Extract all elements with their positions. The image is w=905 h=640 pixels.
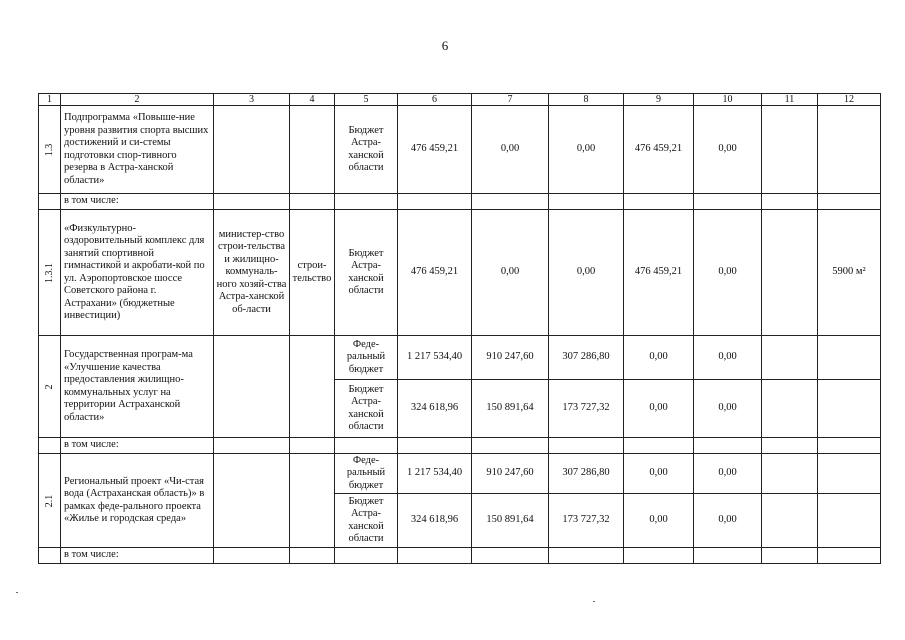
value-cell: 1 217 534,40	[398, 336, 472, 380]
value-cell: 0,00	[624, 454, 694, 494]
capacity-value: 5900 м²	[818, 210, 881, 336]
value-cell	[762, 106, 818, 194]
header-cell: 9	[624, 94, 694, 106]
value-cell	[762, 494, 818, 548]
including-label: в том числе:	[61, 194, 214, 210]
value-cell: 0,00	[549, 210, 624, 336]
value-cell: 0,00	[472, 106, 549, 194]
header-cell: 11	[762, 94, 818, 106]
value-cell: 324 618,96	[398, 380, 472, 438]
value-cell: 150 891,64	[472, 494, 549, 548]
type-cell	[290, 454, 335, 548]
responsible-executor: министер-ство строи-тельства и жилищно-коммуналь-ного хозяй-ства Астра-ханской об-ласти	[214, 210, 290, 336]
value-cell: 0,00	[694, 380, 762, 438]
value-cell: 476 459,21	[624, 210, 694, 336]
value-cell	[762, 454, 818, 494]
including-label: в том числе:	[61, 548, 214, 564]
header-cell: 10	[694, 94, 762, 106]
value-cell: 0,00	[694, 494, 762, 548]
funding-source: Бюджет Астра-ханской области	[335, 106, 398, 194]
value-cell	[818, 494, 881, 548]
row-index-cell	[39, 336, 61, 438]
value-cell	[818, 380, 881, 438]
row-index: 2.1	[43, 494, 55, 507]
row-index-cell	[39, 194, 61, 210]
value-cell: 0,00	[624, 380, 694, 438]
header-cell: 7	[472, 94, 549, 106]
row-index: 1.3	[43, 143, 55, 156]
row-index: 2	[43, 384, 55, 389]
row-index-cell	[39, 454, 61, 548]
scan-speck	[593, 601, 595, 602]
value-cell: 0,00	[694, 210, 762, 336]
table-row	[39, 548, 881, 564]
row-index-cell	[39, 438, 61, 454]
funding-source: Феде-ральный бюджет	[335, 336, 398, 380]
funding-source: Феде-ральный бюджет	[335, 454, 398, 494]
value-cell	[818, 454, 881, 494]
value-cell: 476 459,21	[398, 210, 472, 336]
responsible-cell	[214, 454, 290, 548]
header-cell: 6	[398, 94, 472, 106]
type-cell	[290, 336, 335, 438]
value-cell: 1 217 534,40	[398, 454, 472, 494]
value-cell: 173 727,32	[549, 494, 624, 548]
value-cell	[762, 380, 818, 438]
value-cell: 0,00	[624, 336, 694, 380]
including-label: в том числе:	[61, 438, 214, 454]
value-cell	[762, 336, 818, 380]
value-cell	[818, 336, 881, 380]
value-cell	[818, 106, 881, 194]
value-cell: 0,00	[694, 106, 762, 194]
funding-source: Бюджет Астра-ханской области	[335, 210, 398, 336]
header-cell: 8	[549, 94, 624, 106]
header-cell: 12	[818, 94, 881, 106]
table-row	[39, 438, 881, 454]
value-cell: 476 459,21	[624, 106, 694, 194]
budget-table	[38, 93, 881, 564]
value-cell: 476 459,21	[398, 106, 472, 194]
program-name: Региональный проект «Чи-стая вода (Астраханская область)» в рамках феде-рального проекта «Жилье и городская среда»	[61, 454, 214, 548]
table-row	[39, 106, 881, 194]
type-cell	[290, 106, 335, 194]
header-cell: 4	[290, 94, 335, 106]
row-index-cell	[39, 548, 61, 564]
row-index-cell	[39, 210, 61, 336]
value-cell: 910 247,60	[472, 336, 549, 380]
value-cell: 173 727,32	[549, 380, 624, 438]
value-cell: 0,00	[694, 336, 762, 380]
program-name: «Физкультурно-оздоровительный комплекс для занятий спортивной гимнастикой и акробати-кой по ул. Аэропортовское шоссе Советского района г. Астрахани» (бюджетные инвестиции)	[61, 210, 214, 336]
page-number: 6	[441, 38, 449, 53]
value-cell: 0,00	[694, 454, 762, 494]
responsible-cell	[214, 106, 290, 194]
value-cell: 150 891,64	[472, 380, 549, 438]
value-cell: 0,00	[549, 106, 624, 194]
funding-source: Бюджет Астра-ханской области	[335, 380, 398, 438]
value-cell: 307 286,80	[549, 336, 624, 380]
value-cell	[762, 210, 818, 336]
header-cell: 2	[61, 94, 214, 106]
row-index-cell	[39, 106, 61, 194]
header-cell: 1	[39, 94, 61, 106]
value-cell: 0,00	[624, 494, 694, 548]
responsible-cell	[214, 336, 290, 438]
header-cell: 5	[335, 94, 398, 106]
value-cell: 0,00	[472, 210, 549, 336]
value-cell: 910 247,60	[472, 454, 549, 494]
table-row	[39, 336, 881, 380]
table-row	[39, 194, 881, 210]
value-cell: 307 286,80	[549, 454, 624, 494]
program-name: Государственная програм-ма «Улучшение качества предоставления жилищно-коммунальных услуг на территории Астраханской области»	[61, 336, 214, 438]
scan-speck	[16, 592, 18, 593]
funding-source: Бюджет Астра-ханской области	[335, 494, 398, 548]
work-type: строи-тельство	[290, 210, 335, 336]
value-cell: 324 618,96	[398, 494, 472, 548]
table-row	[39, 210, 881, 336]
header-cell: 3	[214, 94, 290, 106]
program-name: Подпрограмма «Повыше-ние уровня развития спорта высших достижений и си-стемы подготовки спор-тивного резерва в Астра-ханской области»	[61, 106, 214, 194]
table-row	[39, 454, 881, 494]
row-index: 1.3.1	[43, 262, 55, 283]
header-row	[39, 94, 881, 106]
